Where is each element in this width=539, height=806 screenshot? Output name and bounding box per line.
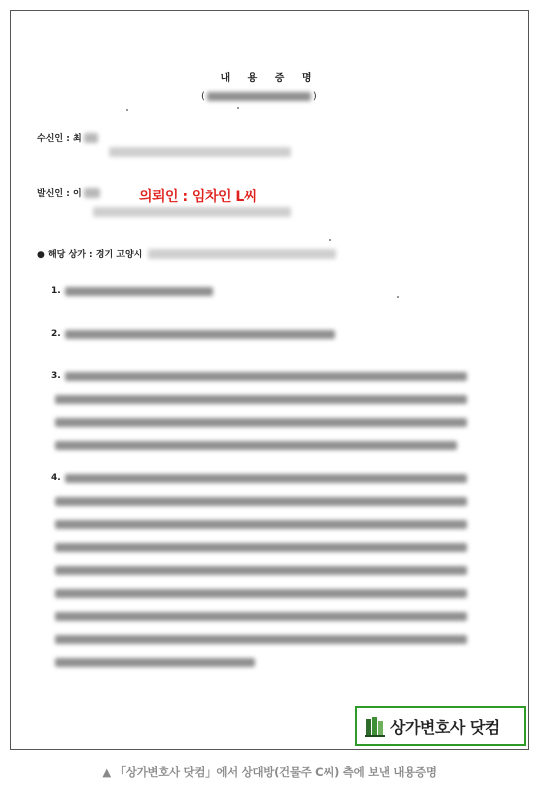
- recipient-row: [37, 131, 98, 144]
- redacted-text: [84, 133, 98, 143]
- client-annotation: 의뢰인 : 임차인 L씨: [139, 189, 257, 205]
- paragraph-2: [51, 329, 481, 341]
- document-scan: [10, 10, 529, 750]
- redacted-text: [55, 543, 467, 552]
- document-subtitle: ( ): [201, 91, 317, 102]
- redacted-text: [55, 612, 467, 621]
- paragraph-number: 1.: [51, 286, 61, 296]
- redacted-text: [55, 589, 467, 598]
- redacted-text: [55, 566, 467, 575]
- paragraph-1: [51, 286, 481, 298]
- redacted-text: [65, 287, 213, 296]
- redacted-text: [55, 395, 467, 404]
- redacted-text: [65, 372, 467, 381]
- redacted-text: [65, 330, 335, 339]
- redacted-text: [84, 188, 100, 198]
- paragraph-number: 2.: [51, 329, 61, 339]
- paragraph-3: [51, 371, 481, 461]
- sender-label: 발신인 : 이: [37, 189, 82, 199]
- redacted-address: [93, 207, 291, 217]
- site-watermark: [355, 706, 526, 746]
- scan-speck: [397, 296, 399, 298]
- redacted-text: [65, 474, 467, 483]
- property-row: [37, 247, 336, 260]
- redacted-text: [207, 92, 311, 101]
- building-book-icon: [365, 715, 385, 737]
- property-label: ● 해당 상가 : 경기 고양시: [37, 250, 143, 260]
- redacted-address: [109, 147, 291, 157]
- redacted-text: [55, 441, 457, 450]
- paragraph-number: 4.: [51, 473, 61, 483]
- redacted-text: [55, 520, 467, 529]
- scan-speck: [126, 109, 128, 111]
- redacted-text: [55, 635, 467, 644]
- redacted-text: [55, 418, 467, 427]
- paragraph-number: 3.: [51, 371, 61, 381]
- sender-row: [37, 186, 100, 199]
- scan-speck: [237, 107, 239, 109]
- document-title: 내 용 증 명: [220, 73, 319, 84]
- redacted-address: [148, 249, 336, 259]
- image-caption: ▲ 「상가변호사 닷컴」에서 상대방(건물주 C씨) 측에 보낸 내용증명: [102, 765, 437, 779]
- scan-speck: [329, 239, 331, 241]
- recipient-label: 수신인 : 최: [37, 134, 82, 144]
- watermark-text: 상가변호사 닷컴: [390, 717, 500, 737]
- paragraph-4: [51, 473, 481, 673]
- redacted-text: [55, 658, 255, 667]
- redacted-text: [55, 497, 467, 506]
